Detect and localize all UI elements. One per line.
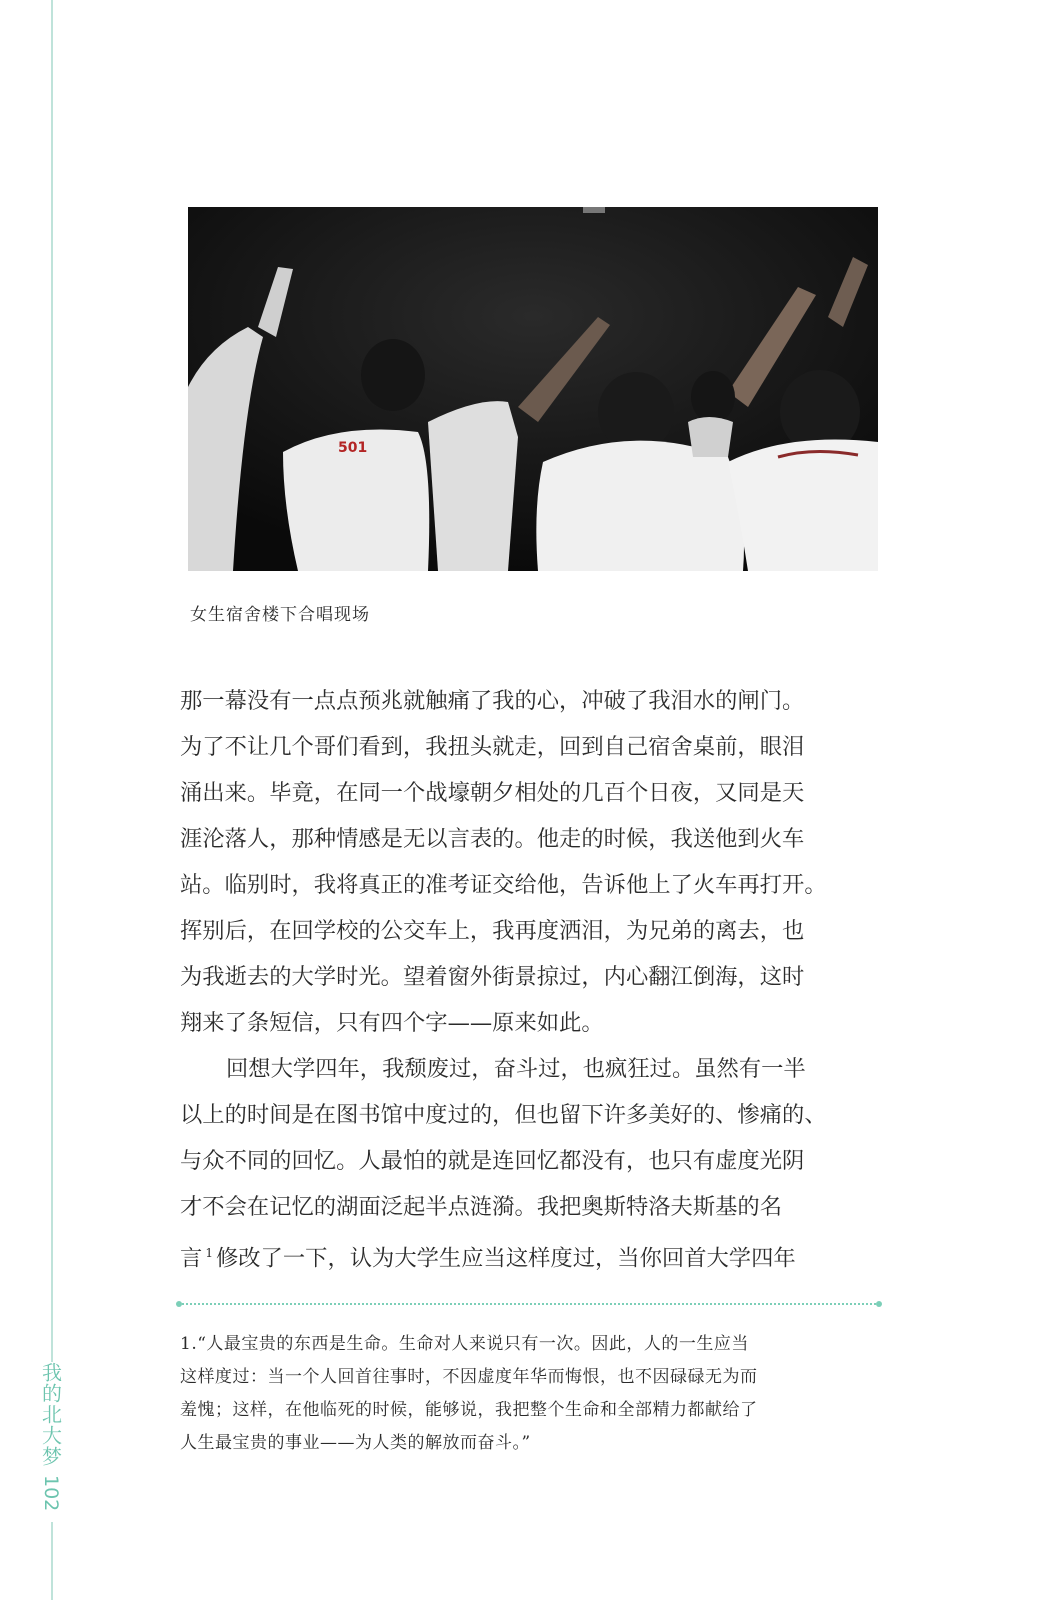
text-line: 为了不让几个哥们看到，我扭头就走，回到自己宿舍桌前，眼泪 <box>180 734 805 760</box>
footnote-divider <box>178 1303 880 1305</box>
text-line: 翔来了条短信，只有四个字——原来如此。 <box>180 1010 604 1036</box>
text-line: 涯沦落人，那种情感是无以言表的。他走的时候，我送他到火车 <box>180 826 805 852</box>
text-line: 回想大学四年，我颓废过，奋斗过，也疯狂过。虽然有一半 <box>226 1056 806 1082</box>
text-line: 那一幕没有一点点预兆就触痛了我的心，冲破了我泪水的闸门。 <box>180 688 805 714</box>
footnote-line: 人生最宝贵的事业——为人类的解放而奋斗。” <box>180 1433 531 1453</box>
text-fragment: 言 <box>180 1245 203 1272</box>
chorus-photo-illustration <box>188 207 878 571</box>
page-number: 102 <box>40 1475 62 1512</box>
text-line: 站。临别时，我将真正的准考证交给他，告诉他上了火车再打开。 <box>180 872 827 898</box>
paragraph-2 <box>180 1046 880 1281</box>
text-line: 才不会在记忆的湖面泛起半点涟漪。我把奥斯特洛夫斯基的名 <box>180 1194 783 1220</box>
text-line: 为我逝去的大学时光。望着窗外街景掠过，内心翻江倒海，这时 <box>180 964 805 990</box>
footnote <box>180 1328 880 1460</box>
running-head <box>38 1362 64 1522</box>
text-line: 涌出来。毕竟，在同一个战壕朝夕相处的几百个日夜，又同是天 <box>180 780 805 806</box>
svg-text:501: 501 <box>338 440 368 456</box>
margin-rule <box>51 0 53 1600</box>
chorus-photo <box>188 207 878 571</box>
paragraph-1 <box>180 678 880 1046</box>
book-title: 我的北大梦 <box>38 1362 63 1467</box>
text-line: 与众不同的回忆。人最怕的就是连回忆都没有，也只有虚度光阴 <box>180 1148 805 1174</box>
text-fragment: 修改了一下，认为大学生应当这样度过，当你回首大学四年 <box>215 1245 796 1272</box>
footnote-reference[interactable]: 1 <box>205 1246 213 1260</box>
body-text <box>180 678 880 1281</box>
photo-caption: 女生宿舍楼下合唱现场 <box>190 605 370 625</box>
text-line: 以上的时间是在图书馆中度过的，但也留下许多美好的、惨痛的、 <box>180 1102 827 1128</box>
footnote-line: 1.“人最宝贵的东西是生命。生命对人来说只有一次。因此，人的一生应当 <box>180 1334 749 1354</box>
text-line <box>180 1230 880 1281</box>
footnote-line: 这样度过：当一个人回首往事时，不因虚度年华而悔恨，也不因碌碌无为而 <box>180 1367 758 1387</box>
text-line: 挥别后，在回学校的公交车上，我再度洒泪，为兄弟的离去，也 <box>180 918 805 944</box>
footnote-line: 羞愧；这样，在他临死的时候，能够说，我把整个生命和全部精力都献给了 <box>180 1400 758 1420</box>
